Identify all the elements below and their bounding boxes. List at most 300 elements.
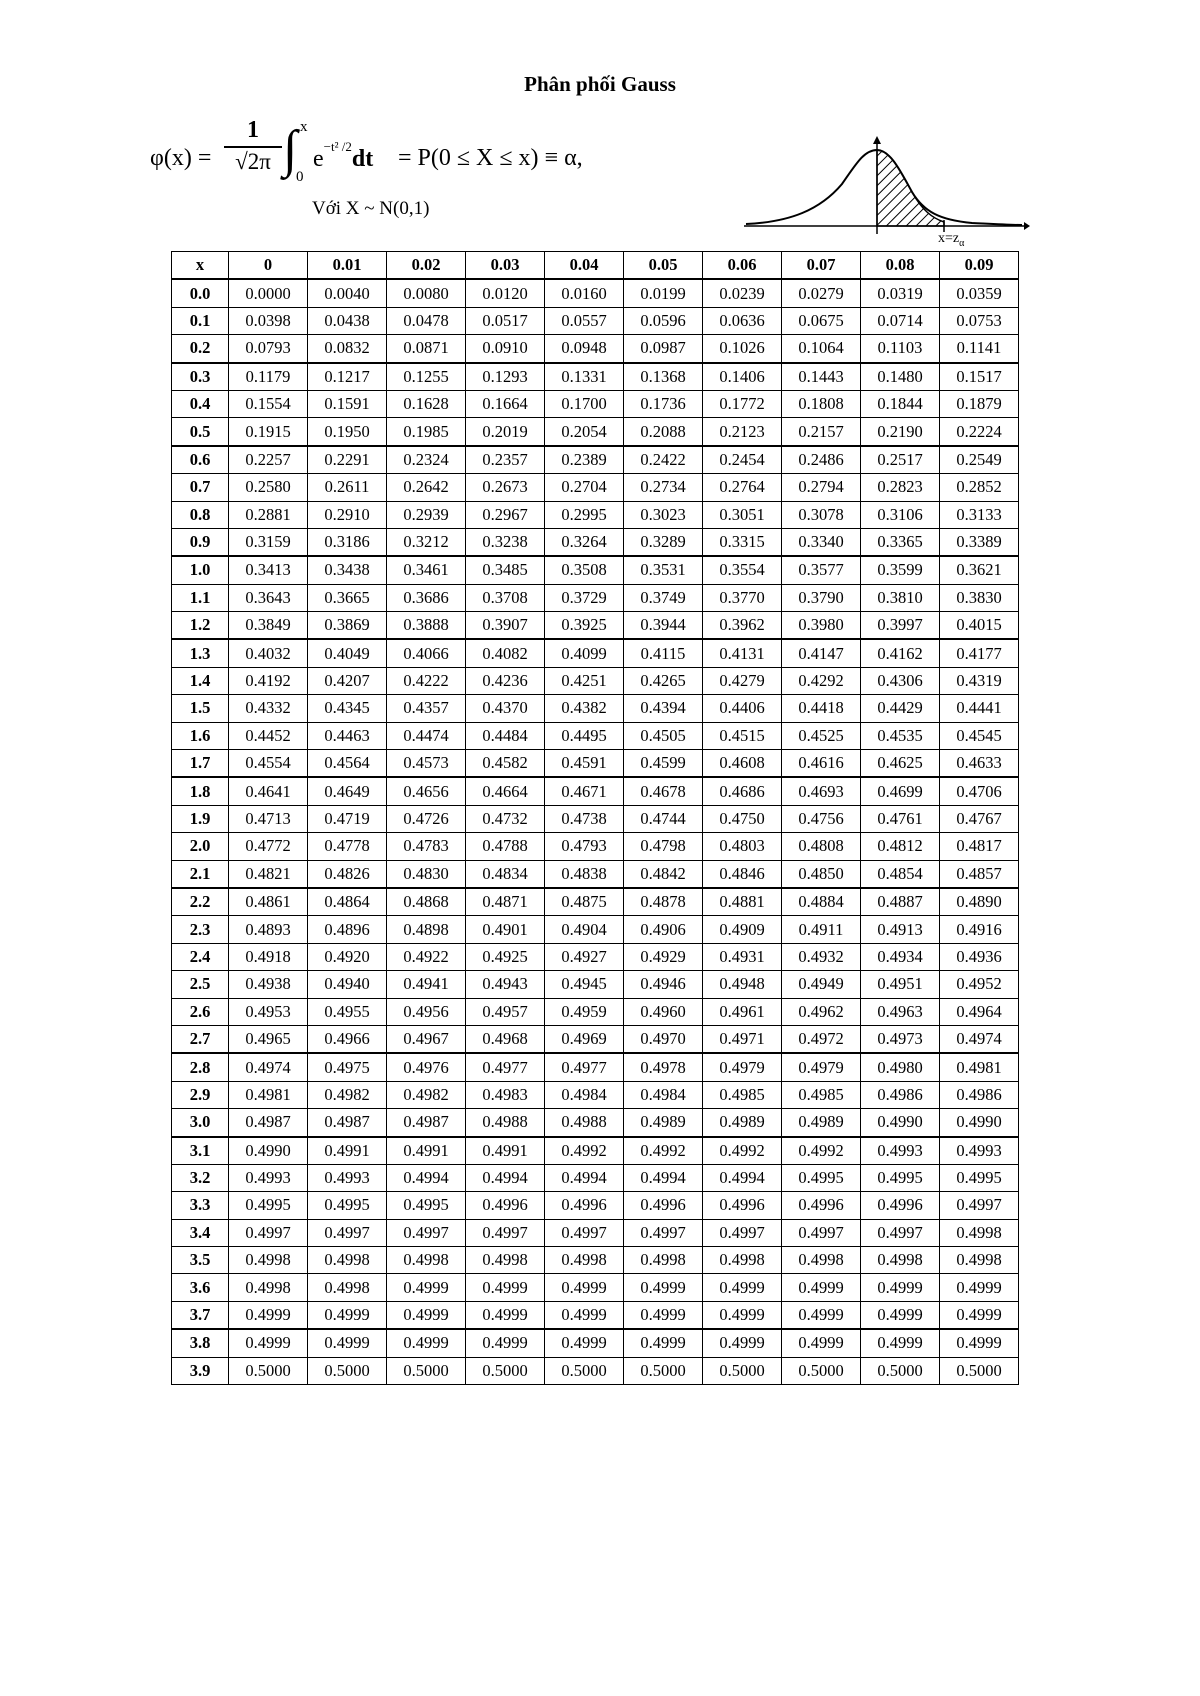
table-cell: 0.0910	[466, 335, 545, 363]
table-cell: 0.3925	[545, 612, 624, 640]
table-cell: 0.4641	[229, 777, 308, 805]
table-cell: 0.4834	[466, 860, 545, 888]
table-cell: 0.1517	[940, 363, 1019, 391]
table-cell: 0.4949	[782, 971, 861, 998]
table-cell: 0.3023	[624, 501, 703, 528]
header-col: 0.08	[861, 252, 940, 280]
table-cell: 0.0714	[861, 307, 940, 334]
row-header: 2.0	[172, 833, 229, 860]
table-cell: 0.4991	[387, 1137, 466, 1165]
row-header: 3.7	[172, 1301, 229, 1329]
table-row	[172, 501, 1019, 528]
row-header: 2.2	[172, 888, 229, 916]
normal-curve-figure	[740, 134, 1030, 246]
table-cell: 0.4992	[624, 1137, 703, 1165]
table-cell: 0.1736	[624, 390, 703, 417]
table-cell: 0.3438	[308, 556, 387, 584]
table-row	[172, 335, 1019, 363]
table-cell: 0.4131	[703, 639, 782, 667]
table-cell: 0.4998	[861, 1247, 940, 1274]
curve-label: $x=z_\alpha$	[938, 231, 965, 246]
table-cell: 0.4582	[466, 750, 545, 778]
table-cell: 0.4505	[624, 722, 703, 749]
table-cell: 0.3485	[466, 556, 545, 584]
table-cell: 0.4987	[387, 1109, 466, 1137]
table-cell: 0.4993	[861, 1137, 940, 1165]
table-cell: 0.4982	[308, 1081, 387, 1108]
row-header: 1.0	[172, 556, 229, 584]
table-cell: 0.3577	[782, 556, 861, 584]
table-cell: 0.2357	[466, 446, 545, 474]
table-cell: 0.0199	[624, 279, 703, 307]
table-header-row	[172, 252, 1019, 280]
table-cell: 0.4995	[229, 1192, 308, 1219]
table-cell: 0.2823	[861, 474, 940, 501]
table-cell: 0.3599	[861, 556, 940, 584]
integral-lower-limit: 0	[296, 169, 304, 185]
table-cell: 0.4978	[624, 1053, 703, 1081]
table-cell: 0.4984	[624, 1081, 703, 1108]
table-cell: 0.4066	[387, 639, 466, 667]
table-cell: 0.4997	[782, 1219, 861, 1246]
table-cell: 0.2673	[466, 474, 545, 501]
formula-numerator: 1	[247, 117, 259, 143]
table-row	[172, 1357, 1019, 1384]
table-cell: 0.4904	[545, 916, 624, 943]
table-cell: 0.4535	[861, 722, 940, 749]
table-cell: 0.4966	[308, 1025, 387, 1053]
table-cell: 0.4997	[308, 1219, 387, 1246]
table-cell: 0.4896	[308, 916, 387, 943]
table-cell: 0.3365	[861, 528, 940, 556]
table-row	[172, 528, 1019, 556]
table-cell: 0.4993	[229, 1164, 308, 1191]
table-cell: 0.4995	[782, 1164, 861, 1191]
table-cell: 0.4793	[545, 833, 624, 860]
table-cell: 0.4999	[782, 1329, 861, 1357]
table-cell: 0.4955	[308, 998, 387, 1025]
table-cell: 0.4998	[308, 1247, 387, 1274]
table-cell: 0.4943	[466, 971, 545, 998]
table-cell: 0.1985	[387, 418, 466, 446]
table-cell: 0.4484	[466, 722, 545, 749]
table-cell: 0.1406	[703, 363, 782, 391]
table-cell: 0.4945	[545, 971, 624, 998]
table-cell: 0.5000	[229, 1357, 308, 1384]
formula-denominator: √2π	[235, 149, 271, 174]
table-cell: 0.4941	[387, 971, 466, 998]
table-cell: 0.2939	[387, 501, 466, 528]
table-cell: 0.1915	[229, 418, 308, 446]
table-cell: 0.4147	[782, 639, 861, 667]
table-cell: 0.0120	[466, 279, 545, 307]
table-cell: 0.3340	[782, 528, 861, 556]
table-cell: 0.4554	[229, 750, 308, 778]
table-cell: 0.1628	[387, 390, 466, 417]
table-cell: 0.4599	[624, 750, 703, 778]
table-row	[172, 1164, 1019, 1191]
table-cell: 0.4985	[782, 1081, 861, 1108]
table-cell: 0.4988	[545, 1109, 624, 1137]
table-cell: 0.4964	[940, 998, 1019, 1025]
formula-rhs: = P(0 ≤ X ≤ x) ≡ α,	[398, 145, 583, 171]
table-cell: 0.2224	[940, 418, 1019, 446]
table-cell: 0.4940	[308, 971, 387, 998]
table-cell: 0.4982	[387, 1081, 466, 1108]
formula-lhs: φ(x) =	[150, 145, 212, 171]
table-cell: 0.0359	[940, 279, 1019, 307]
table-cell: 0.4932	[782, 943, 861, 970]
table-cell: 0.4994	[624, 1164, 703, 1191]
table-cell: 0.1026	[703, 335, 782, 363]
row-header: 2.5	[172, 971, 229, 998]
row-header: 0.0	[172, 279, 229, 307]
table-row	[172, 998, 1019, 1025]
row-header: 1.7	[172, 750, 229, 778]
table-cell: 0.2088	[624, 418, 703, 446]
table-cell: 0.5000	[861, 1357, 940, 1384]
table-cell: 0.4920	[308, 943, 387, 970]
row-header: 1.2	[172, 612, 229, 640]
table-cell: 0.3749	[624, 584, 703, 611]
table-cell: 0.4656	[387, 777, 466, 805]
integral-upper-limit: x	[300, 119, 308, 135]
integral-sign: ∫	[283, 121, 298, 178]
table-cell: 0.2123	[703, 418, 782, 446]
table-cell: 0.4999	[308, 1329, 387, 1357]
table-cell: 0.4981	[940, 1053, 1019, 1081]
table-cell: 0.4909	[703, 916, 782, 943]
row-header: 0.1	[172, 307, 229, 334]
row-header: 1.9	[172, 805, 229, 832]
table-cell: 0.4996	[782, 1192, 861, 1219]
table-cell: 0.4890	[940, 888, 1019, 916]
table-cell: 0.4997	[624, 1219, 703, 1246]
table-cell: 0.4922	[387, 943, 466, 970]
table-cell: 0.4265	[624, 667, 703, 694]
row-header: 3.1	[172, 1137, 229, 1165]
table-cell: 0.1064	[782, 335, 861, 363]
table-cell: 0.4998	[940, 1247, 1019, 1274]
header-col: 0	[229, 252, 308, 280]
table-cell: 0.3708	[466, 584, 545, 611]
row-header: 3.0	[172, 1109, 229, 1137]
table-cell: 0.0279	[782, 279, 861, 307]
table-cell: 0.0675	[782, 307, 861, 334]
table-cell: 0.1480	[861, 363, 940, 391]
table-cell: 0.4999	[940, 1329, 1019, 1357]
table-cell: 0.4608	[703, 750, 782, 778]
table-cell: 0.4767	[940, 805, 1019, 832]
table-cell: 0.4854	[861, 860, 940, 888]
table-cell: 0.4981	[229, 1081, 308, 1108]
table-cell: 0.4999	[861, 1274, 940, 1301]
integrand-dt: dt	[351, 146, 374, 172]
table-cell: 0.4973	[861, 1025, 940, 1053]
distribution-note: Với X ~ N(0,1)	[312, 198, 430, 219]
table-cell: 0.4901	[466, 916, 545, 943]
table-cell: 0.2257	[229, 446, 308, 474]
table-cell: 0.4803	[703, 833, 782, 860]
table-cell: 0.4971	[703, 1025, 782, 1053]
table-cell: 0.3621	[940, 556, 1019, 584]
table-row	[172, 1137, 1019, 1165]
table-cell: 0.4713	[229, 805, 308, 832]
table-cell: 0.0753	[940, 307, 1019, 334]
table-cell: 0.4857	[940, 860, 1019, 888]
table-cell: 0.4968	[466, 1025, 545, 1053]
table-cell: 0.4957	[466, 998, 545, 1025]
table-cell: 0.4998	[229, 1274, 308, 1301]
table-cell: 0.1368	[624, 363, 703, 391]
table-cell: 0.5000	[308, 1357, 387, 1384]
table-cell: 0.4564	[308, 750, 387, 778]
table-cell: 0.2881	[229, 501, 308, 528]
row-header: 3.2	[172, 1164, 229, 1191]
table-cell: 0.3849	[229, 612, 308, 640]
table-cell: 0.0871	[387, 335, 466, 363]
table-cell: 0.2019	[466, 418, 545, 446]
table-cell: 0.4972	[782, 1025, 861, 1053]
table-cell: 0.4319	[940, 667, 1019, 694]
table-cell: 0.4986	[861, 1081, 940, 1108]
table-cell: 0.4913	[861, 916, 940, 943]
table-row	[172, 750, 1019, 778]
table-cell: 0.4977	[466, 1053, 545, 1081]
table-cell: 0.4999	[624, 1301, 703, 1329]
table-cell: 0.4192	[229, 667, 308, 694]
header-col: 0.04	[545, 252, 624, 280]
table-cell: 0.4406	[703, 695, 782, 722]
table-cell: 0.4989	[782, 1109, 861, 1137]
table-cell: 0.4750	[703, 805, 782, 832]
table-cell: 0.4995	[940, 1164, 1019, 1191]
table-cell: 0.3389	[940, 528, 1019, 556]
table-cell: 0.4999	[229, 1301, 308, 1329]
fraction-bar	[224, 146, 282, 148]
table-cell: 0.4999	[782, 1274, 861, 1301]
table-cell: 0.4671	[545, 777, 624, 805]
table-cell: 0.4418	[782, 695, 861, 722]
table-cell: 0.4997	[861, 1219, 940, 1246]
table-cell: 0.3810	[861, 584, 940, 611]
table-cell: 0.4382	[545, 695, 624, 722]
table-cell: 0.4452	[229, 722, 308, 749]
table-cell: 0.0596	[624, 307, 703, 334]
table-cell: 0.4999	[308, 1301, 387, 1329]
table-cell: 0.4332	[229, 695, 308, 722]
table-row	[172, 805, 1019, 832]
table-cell: 0.4946	[624, 971, 703, 998]
table-cell: 0.4999	[624, 1274, 703, 1301]
table-cell: 0.3980	[782, 612, 861, 640]
table-cell: 0.1217	[308, 363, 387, 391]
table-cell: 0.4998	[624, 1247, 703, 1274]
table-cell: 0.4726	[387, 805, 466, 832]
table-cell: 0.4996	[466, 1192, 545, 1219]
row-header: 0.9	[172, 528, 229, 556]
table-cell: 0.3643	[229, 584, 308, 611]
table-cell: 0.4999	[703, 1301, 782, 1329]
table-cell: 0.4463	[308, 722, 387, 749]
table-cell: 0.3531	[624, 556, 703, 584]
table-cell: 0.4969	[545, 1025, 624, 1053]
table-cell: 0.0398	[229, 307, 308, 334]
table-cell: 0.2549	[940, 446, 1019, 474]
row-header: 1.5	[172, 695, 229, 722]
table-cell: 0.5000	[624, 1357, 703, 1384]
table-row	[172, 1219, 1019, 1246]
table-cell: 0.4992	[703, 1137, 782, 1165]
table-cell: 0.2704	[545, 474, 624, 501]
table-cell: 0.4783	[387, 833, 466, 860]
table-cell: 0.5000	[703, 1357, 782, 1384]
table-cell: 0.4999	[387, 1301, 466, 1329]
table-cell: 0.4948	[703, 971, 782, 998]
table-cell: 0.4906	[624, 916, 703, 943]
header-col: 0.07	[782, 252, 861, 280]
table-row	[172, 1329, 1019, 1357]
table-cell: 0.3790	[782, 584, 861, 611]
table-cell: 0.4998	[545, 1247, 624, 1274]
table-cell: 0.4898	[387, 916, 466, 943]
table-cell: 0.4997	[940, 1192, 1019, 1219]
table-cell: 0.4970	[624, 1025, 703, 1053]
table-cell: 0.4991	[308, 1137, 387, 1165]
table-cell: 0.4999	[861, 1301, 940, 1329]
table-cell: 0.4664	[466, 777, 545, 805]
header-x: x	[172, 252, 229, 280]
table-cell: 0.1331	[545, 363, 624, 391]
table-cell: 0.4974	[940, 1025, 1019, 1053]
table-cell: 0.4821	[229, 860, 308, 888]
table-cell: 0.4999	[545, 1301, 624, 1329]
table-cell: 0.4987	[308, 1109, 387, 1137]
table-cell: 0.3264	[545, 528, 624, 556]
table-cell: 0.5000	[940, 1357, 1019, 1384]
table-cell: 0.4573	[387, 750, 466, 778]
table-cell: 0.4999	[229, 1329, 308, 1357]
integrand-exponent: −t² /2	[323, 139, 352, 154]
table-cell: 0.4959	[545, 998, 624, 1025]
table-cell: 0.3907	[466, 612, 545, 640]
table-cell: 0.3554	[703, 556, 782, 584]
table-row	[172, 833, 1019, 860]
table-cell: 0.4686	[703, 777, 782, 805]
table-cell: 0.4999	[466, 1301, 545, 1329]
table-cell: 0.5000	[545, 1357, 624, 1384]
table-cell: 0.1844	[861, 390, 940, 417]
table-cell: 0.3962	[703, 612, 782, 640]
table-cell: 0.4875	[545, 888, 624, 916]
table-cell: 0.4756	[782, 805, 861, 832]
row-header: 0.4	[172, 390, 229, 417]
table-cell: 0.4983	[466, 1081, 545, 1108]
table-cell: 0.0793	[229, 335, 308, 363]
table-cell: 0.3413	[229, 556, 308, 584]
table-cell: 0.4916	[940, 916, 1019, 943]
table-cell: 0.0948	[545, 335, 624, 363]
table-cell: 0.4985	[703, 1081, 782, 1108]
table-cell: 0.4992	[782, 1137, 861, 1165]
table-cell: 0.0832	[308, 335, 387, 363]
table-cell: 0.4995	[308, 1192, 387, 1219]
header-col: 0.05	[624, 252, 703, 280]
table-cell: 0.4993	[308, 1164, 387, 1191]
table-cell: 0.5000	[387, 1357, 466, 1384]
table-row	[172, 1109, 1019, 1137]
table-cell: 0.4911	[782, 916, 861, 943]
table-row	[172, 446, 1019, 474]
table-cell: 0.4887	[861, 888, 940, 916]
table-cell: 0.4788	[466, 833, 545, 860]
table-cell: 0.3770	[703, 584, 782, 611]
table-cell: 0.4884	[782, 888, 861, 916]
table-cell: 0.4772	[229, 833, 308, 860]
table-cell: 0.1772	[703, 390, 782, 417]
table-cell: 0.4988	[466, 1109, 545, 1137]
table-cell: 0.2517	[861, 446, 940, 474]
table-cell: 0.2054	[545, 418, 624, 446]
table-cell: 0.4082	[466, 639, 545, 667]
table-cell: 0.4429	[861, 695, 940, 722]
table-cell: 0.1554	[229, 390, 308, 417]
table-cell: 0.2967	[466, 501, 545, 528]
table-cell: 0.4998	[229, 1247, 308, 1274]
table-cell: 0.4962	[782, 998, 861, 1025]
table-cell: 0.2291	[308, 446, 387, 474]
table-row	[172, 279, 1019, 307]
header-col: 0.09	[940, 252, 1019, 280]
row-header: 0.3	[172, 363, 229, 391]
table-cell: 0.4706	[940, 777, 1019, 805]
row-header: 3.6	[172, 1274, 229, 1301]
table-cell: 0.3186	[308, 528, 387, 556]
row-header: 2.1	[172, 860, 229, 888]
row-header: 3.5	[172, 1247, 229, 1274]
table-row	[172, 667, 1019, 694]
table-cell: 0.2852	[940, 474, 1019, 501]
table-cell: 0.0636	[703, 307, 782, 334]
table-cell: 0.4441	[940, 695, 1019, 722]
table-cell: 0.4989	[703, 1109, 782, 1137]
row-header: 0.5	[172, 418, 229, 446]
table-cell: 0.2642	[387, 474, 466, 501]
header-col: 0.03	[466, 252, 545, 280]
table-cell: 0.4929	[624, 943, 703, 970]
table-cell: 0.1179	[229, 363, 308, 391]
table-cell: 0.4162	[861, 639, 940, 667]
table-cell: 0.2190	[861, 418, 940, 446]
row-header: 1.1	[172, 584, 229, 611]
row-header: 3.9	[172, 1357, 229, 1384]
row-header: 0.6	[172, 446, 229, 474]
table-cell: 0.4979	[703, 1053, 782, 1081]
table-cell: 0.4998	[466, 1247, 545, 1274]
table-cell: 0.4990	[861, 1109, 940, 1137]
table-cell: 0.4998	[308, 1274, 387, 1301]
table-cell: 0.3133	[940, 501, 1019, 528]
table-row	[172, 474, 1019, 501]
table-cell: 0.4868	[387, 888, 466, 916]
table-cell: 0.4990	[940, 1109, 1019, 1137]
table-row	[172, 612, 1019, 640]
table-cell: 0.4997	[703, 1219, 782, 1246]
row-header: 1.8	[172, 777, 229, 805]
table-cell: 0.4893	[229, 916, 308, 943]
table-cell: 0.4918	[229, 943, 308, 970]
formula-fraction	[224, 118, 282, 173]
